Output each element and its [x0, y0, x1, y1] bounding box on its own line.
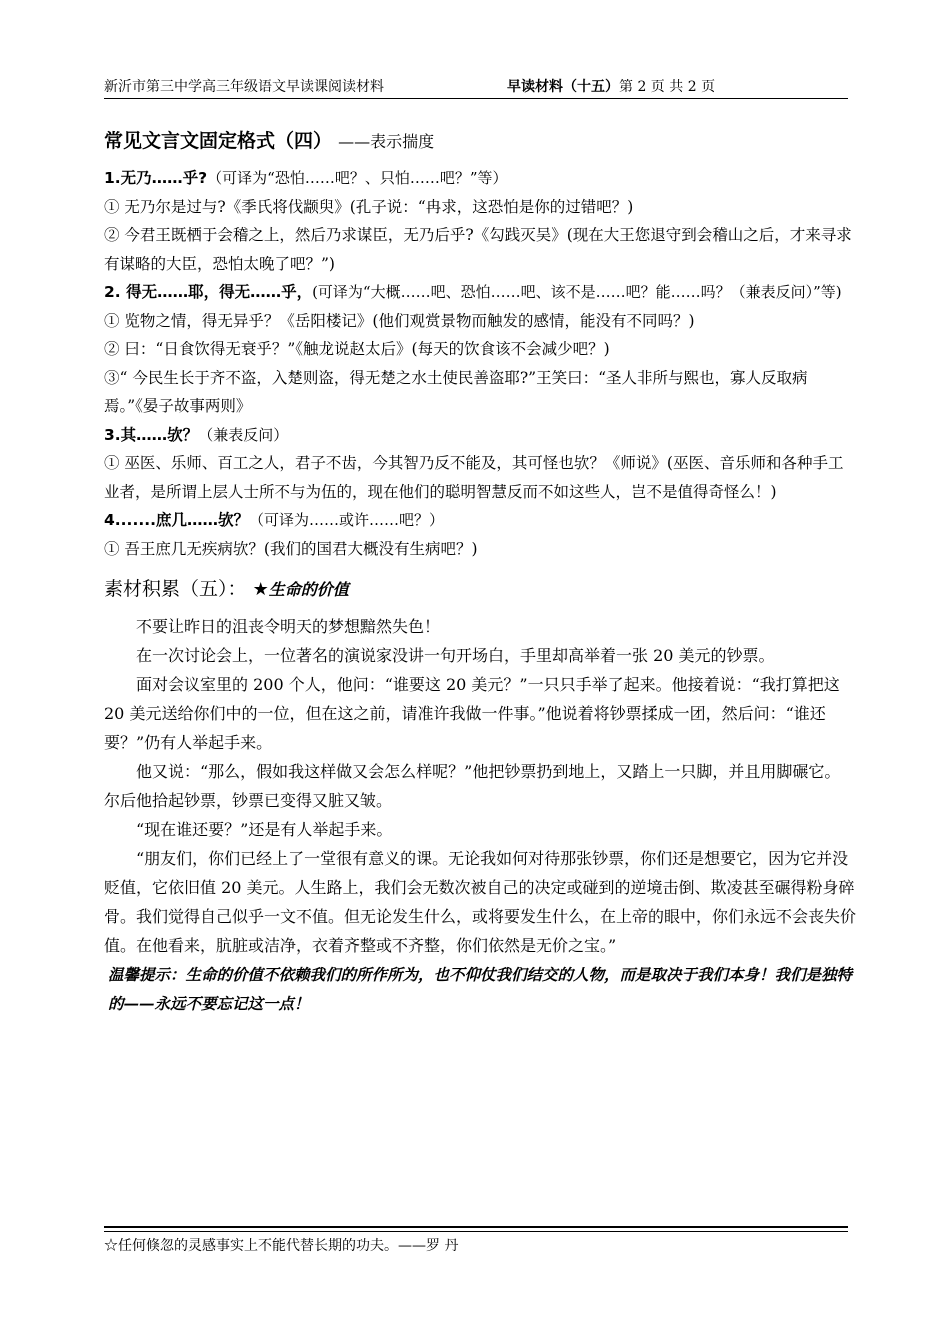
footer-quote: ☆任何倏忽的灵感事实上不能代替长期的功夫。——罗 丹 [104, 1238, 459, 1254]
footer-divider [104, 1231, 848, 1232]
story-paragraph: 在一次讨论会上，一位著名的演说家没讲一句开场白，手里却高举着一张 20 美元的钞票。 [136, 646, 775, 665]
story-paragraph: 面对会议室里的 200 个人，他问：“谁要这 20 美元？”一只只手举了起来。他接着说：“我打算把这 20 美元送给你们中的一位，但在这之前，请准许我做一件事。”他说着将钞票揉成一团，然后问：“谁还要？”仍有人举起手来。 [104, 675, 840, 752]
star-icon: ★ [252, 579, 269, 600]
pattern-note: （可译为“恐怕……吧？、只怕……吧？”等） [207, 169, 508, 187]
pattern-title: 2. 得无……耶，得无……乎， [104, 283, 313, 301]
story-paragraph: 他又说：“那么，假如我这样做又会怎么样呢？”他把钞票扔到地上，又踏上一只脚，并且用脚碾它。尔后他拾起钞票，钞票已变得又脏又皱。 [104, 762, 841, 810]
header-material-number: 早读材料（十五） [507, 79, 619, 95]
section2-heading [104, 571, 856, 608]
pattern-title: 3.其……欤？ [104, 425, 199, 444]
section2-theme: 生命的价值 [268, 580, 349, 599]
example-line: ③“ 今民生长于齐不盗，入楚则盗，得无楚之水土使民善盗耶?”王笑曰：“圣人非所与熙也，寡人反取病焉。”《晏子故事两则》 [104, 368, 808, 415]
example-line: ① 巫医、乐师、百工之人，君子不齿，今其智乃反不能及，其可怪也欤？《师说》(巫医、音乐师和各种手工业者，是所谓上层人士所不与为伍的，现在他们的聪明智慧反而不如这些人，岂不是值得奇怪么！) [104, 454, 844, 501]
pattern-note: (可译为“大概……吧、恐怕……吧、该不是……吧？能……吗？（兼表反问）”等) [312, 283, 842, 301]
warm-tip: 温馨提示：生命的价值不依赖我们的所作所为，也不仰仗我们结交的人物，而是取决于我们本身！我们是独特的——永远不要忘记这一点！ [108, 965, 853, 1013]
pattern-heading [104, 506, 856, 535]
header-page-count: 第 2 页 共 2 页 [619, 79, 716, 95]
section1-heading [104, 126, 856, 156]
footer-divider [104, 1226, 848, 1228]
story-paragraph: 不要让昨日的沮丧令明天的梦想黯然失色！ [136, 617, 441, 636]
pattern-note: （兼表反问） [198, 425, 289, 444]
pattern-heading [104, 278, 856, 307]
pattern-note: （可译为……或许……吧？） [249, 511, 445, 529]
section1-subtitle: ——表示揣度 [338, 132, 435, 151]
section2-title: 素材积累（五）： [104, 578, 247, 600]
example-line: ① 无乃尔是过与?《季氏将伐颛臾》(孔子说：“冉求，这恐怕是你的过错吧？) [104, 197, 634, 216]
main-content [104, 126, 856, 1018]
section1-title: 常见文言文固定格式（四） [104, 130, 333, 152]
pattern-heading [104, 164, 856, 193]
example-line: ② 曰：“日食饮得无衰乎？”《触龙说赵太后》(每天的饮食该不会减少吧？) [104, 340, 610, 358]
example-line: ① 吾王庶几无疾病欤？(我们的国君大概没有生病吧？) [104, 539, 478, 558]
pattern-heading [104, 421, 856, 450]
story-paragraph: “朋友们，你们已经上了一堂很有意义的课。无论我如何对待那张钞票，你们还是想要它，因为它并没贬值，它依旧值 20 美元。人生路上，我们会无数次被自己的决定或碰到的逆境击倒、欺凌甚至碾得粉身碎骨。我们觉得自己似乎一文不值。但无论发生什么，或将要发生什么，在上帝的眼中，你们永远不会丧失价值。在他看来，肮脏或洁净，衣着齐整或不齐整，你们依然是无价之宝。” [104, 849, 857, 955]
pattern-title: 4.......庶几……欤？ [104, 511, 250, 529]
story-paragraph: “现在谁还要？”还是有人举起手来。 [136, 820, 393, 839]
example-line: ② 今君王既栖于会稽之上，然后乃求谋臣，无乃后乎?《勾践灭吴》(现在大王您退守到会稽山之后，才来寻求有谋略的大臣，恐怕太晚了吧？”) [104, 226, 852, 273]
header-page-info [507, 76, 715, 96]
page-header [104, 76, 848, 99]
pattern-title: 1.无乃……乎? [104, 169, 208, 187]
header-school-title: 新沂市第三中学高三年级语文早读课阅读材料 [104, 79, 384, 95]
example-line: ① 览物之情，得无异乎？《岳阳楼记》(他们观赏景物而触发的感情，能没有不同吗？) [104, 311, 695, 330]
